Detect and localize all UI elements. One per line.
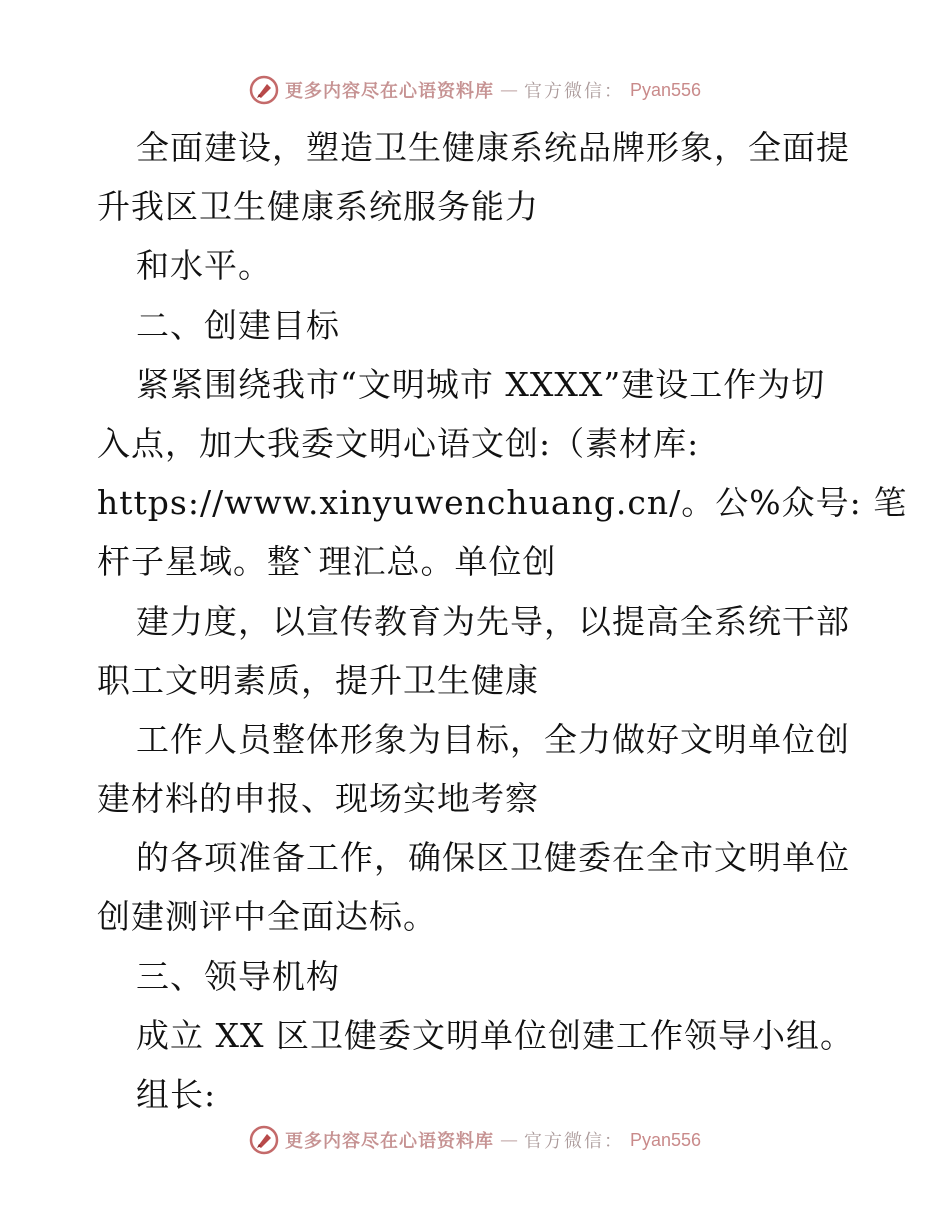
watermark-text: 更多内容尽在心语资料库 — [284, 81, 494, 102]
text-line: 工作人员整体形象为目标，全力做好文明单位创 — [136, 719, 850, 759]
text-line: 紧紧围绕我市“文明城市 XXXX”建设工作为切 — [136, 364, 826, 404]
section-heading: 二、创建目标 — [136, 305, 340, 345]
section-heading: 三、领导机构 — [136, 956, 340, 996]
watermark-header — [0, 70, 950, 110]
watermark-wechat-label: 官方微信： — [523, 81, 624, 102]
text-line: 升我区卫生健康系统服务能力 — [97, 187, 539, 227]
watermark-wechat-id: Pyan556 — [629, 79, 702, 100]
pen-nib-logo-icon — [249, 1125, 279, 1155]
text-line: 全面建设，塑造卫生健康系统品牌形象，全面提 — [136, 128, 850, 167]
text-line: 杆子星域。整`理汇总。单位创 — [97, 542, 557, 582]
text-line: 创建测评中全面达标。 — [97, 897, 437, 937]
watermark-wechat-label: 官方微信： — [523, 1131, 624, 1152]
text-line: https://www.xinyuwenchuang.cn/。公%众号: 笔 — [97, 483, 908, 523]
text-line: 的各项准备工作，确保区卫健委在全市文明单位 — [136, 838, 850, 878]
pen-nib-logo-icon — [249, 75, 279, 105]
watermark-dash: — — [499, 1129, 518, 1151]
text-line: 建力度，以宣传教育为先导，以提高全系统干部 — [136, 601, 850, 641]
document-body — [97, 118, 908, 1124]
text-line: 组长: — [136, 1075, 217, 1114]
watermark-text: 更多内容尽在心语资料库 — [284, 1131, 494, 1152]
text-line: 入点，加大我委文明心语文创:（素材库: — [97, 423, 700, 463]
watermark-footer — [0, 1120, 950, 1160]
text-line: 和水平。 — [136, 246, 272, 286]
watermark-dash: — — [499, 79, 518, 101]
text-line: 建材料的申报、现场实地考察 — [97, 779, 539, 819]
text-line: 成立 XX 区卫健委文明单位创建工作领导小组。 — [136, 1015, 854, 1055]
watermark-wechat-id: Pyan556 — [629, 1129, 702, 1150]
text-line: 职工文明素质，提升卫生健康 — [97, 660, 539, 700]
